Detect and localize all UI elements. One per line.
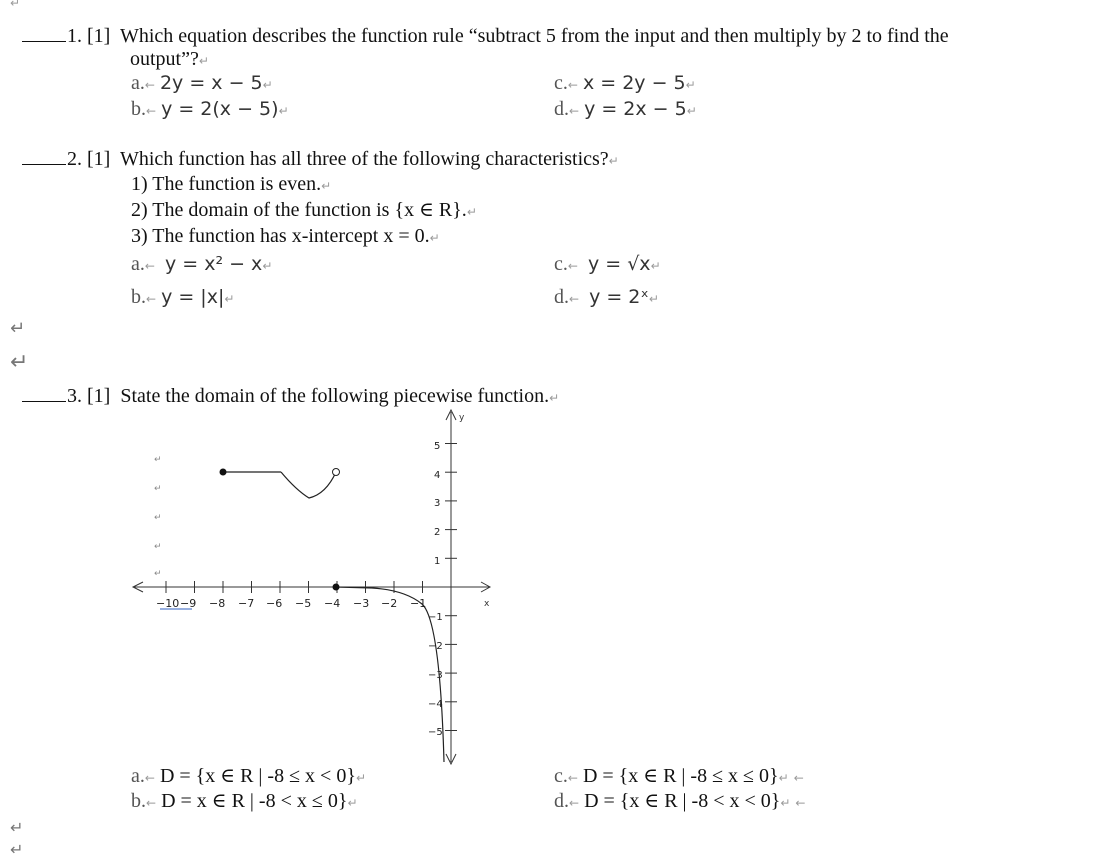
paragraph-mark-icon: ↵	[154, 542, 162, 552]
x-tick-label: −4	[324, 597, 341, 610]
question-2-line: 2. [1] Which function has all three of the following characteristics?↵	[22, 146, 619, 173]
question-3-text: State the domain of the following piecewise function.	[120, 385, 550, 407]
option-text: y = √x	[587, 253, 651, 275]
question-1-line-1	[22, 23, 949, 48]
q2-option-a[interactable]: a.← y = x² − x↵	[131, 253, 273, 275]
question-1-number: 1.	[67, 25, 82, 47]
x-tick-label: −7	[238, 597, 255, 610]
q2-option-b[interactable]: b.← y = |x|↵	[131, 286, 235, 308]
paragraph-mark-icon: ↵	[10, 840, 24, 859]
option-text: y = 2ˣ	[589, 286, 649, 308]
option-text: y = 2(x − 5)	[161, 98, 279, 120]
option-label: a.	[131, 72, 145, 94]
question-2-text: Which function has all three of the following characteristics?	[119, 148, 609, 170]
q2-option-d[interactable]: d.← y = 2ˣ↵	[554, 286, 659, 308]
option-text: 2y = x − 5	[159, 72, 263, 94]
paragraph-mark-icon: ↵	[154, 484, 162, 494]
x-tick-label: −8	[209, 597, 226, 610]
paragraph-mark-icon: ↵	[154, 569, 162, 579]
y-tick-label: −1	[428, 612, 443, 623]
x-tick-label: −1	[410, 597, 427, 610]
characteristic-2: 2) The domain of the function is {x ∈ R}.↵	[131, 199, 477, 221]
question-3-line: 3. [1] State the domain of the following piecewise function.↵	[22, 383, 559, 410]
y-axis-label: y	[459, 413, 465, 423]
paragraph-mark-icon: ↵	[10, 350, 29, 375]
option-label: c.	[554, 72, 568, 94]
x-tick-label: −6	[266, 597, 283, 610]
characteristic-1: 1) The function is even.↵	[131, 173, 332, 195]
x-tick-label: −10	[156, 597, 180, 610]
option-label: b.	[131, 286, 146, 308]
x-tick-label: −3	[353, 597, 370, 610]
return-mark-icon: ↵	[198, 54, 209, 68]
y-tick-label: −2	[428, 641, 443, 652]
q2-option-c[interactable]: c.← y = √x↵	[554, 253, 661, 275]
question-3-number: 3.	[67, 385, 82, 407]
y-tick-label: 3	[434, 498, 441, 509]
paragraph-mark-icon: ↵	[10, 318, 26, 339]
closed-endpoint-dot	[333, 584, 340, 591]
paragraph-mark-icon: ↵	[154, 455, 162, 465]
y-tick-label: −4	[428, 699, 443, 710]
option-text: D = {x ∈ R | -8 ≤ x ≤ 0}	[582, 765, 779, 787]
q3-option-a[interactable]: a.← D = {x ∈ R | -8 ≤ x < 0}↵	[131, 765, 367, 787]
x-axis-label: x	[484, 599, 490, 609]
closed-endpoint-dot	[220, 469, 227, 476]
option-label: d.	[554, 286, 569, 308]
paragraph-mark-icon: ↵	[10, 0, 21, 10]
y-tick-label: 2	[434, 527, 441, 538]
option-text: x = 2y − 5	[582, 72, 686, 94]
y-tick-label: 4	[434, 470, 441, 481]
option-label: d.	[554, 98, 569, 120]
question-1-line-2	[130, 47, 209, 73]
question-2-points: [1]	[87, 148, 111, 170]
q3-option-b[interactable]: b.← D = x ∈ R | -8 < x ≤ 0}↵	[131, 790, 358, 812]
piece-1-curve	[281, 472, 336, 498]
paragraph-mark-icon: ↵	[10, 818, 24, 837]
answer-blank-2[interactable]	[22, 146, 66, 165]
option-label: a.	[131, 765, 145, 787]
answer-blank-1[interactable]	[22, 23, 66, 42]
option-label: c.	[554, 765, 568, 787]
question-2-number: 2.	[67, 148, 82, 170]
answer-blank-3[interactable]	[22, 383, 66, 402]
x-tick-label: −2	[381, 597, 398, 610]
paragraph-mark-icon: ↵	[154, 513, 162, 523]
option-label: c.	[554, 253, 568, 275]
option-label: b.	[131, 790, 146, 812]
option-label: d.	[554, 790, 569, 812]
x-tick-label: −5	[295, 597, 312, 610]
y-tick-label: −5	[428, 727, 443, 738]
question-1-text: Which equation describes the function rule “subtract 5 from the input and then multiply by 2 to find the	[119, 25, 949, 47]
q1-option-d[interactable]: d.← y = 2x − 5↵	[554, 98, 697, 120]
question-1-points: [1]	[87, 25, 111, 47]
question-1-text-cont: output”?	[130, 48, 199, 70]
q1-option-b[interactable]: b.← y = 2(x − 5)↵	[131, 98, 289, 120]
open-endpoint-circle	[333, 469, 340, 476]
option-text: y = 2x − 5	[584, 98, 687, 120]
option-text: y = x² − x	[164, 253, 263, 275]
q3-option-d[interactable]: d.← D = {x ∈ R | -8 < x < 0}↵ ←	[554, 790, 806, 812]
q3-option-c[interactable]: c.← D = {x ∈ R | -8 ≤ x ≤ 0}↵ ←	[554, 765, 804, 787]
q1-option-a[interactable]: a.← 2y = x − 5↵	[131, 72, 273, 94]
option-text: y = |x|	[161, 286, 225, 308]
y-tick-label: 1	[434, 556, 441, 567]
y-tick-label: 5	[434, 441, 441, 452]
option-label: b.	[131, 98, 146, 120]
question-3-points: [1]	[87, 385, 111, 407]
y-tick-label: −3	[428, 670, 443, 681]
option-label: a.	[131, 253, 145, 275]
option-text: D = x ∈ R | -8 < x ≤ 0}	[161, 790, 348, 812]
x-tick-label: −9	[180, 597, 197, 610]
q1-option-c[interactable]: c.← x = 2y − 5↵	[554, 72, 696, 94]
characteristic-3: 3) The function has x-intercept x = 0.↵	[131, 225, 440, 247]
option-text: D = {x ∈ R | -8 ≤ x < 0}	[159, 765, 356, 787]
piecewise-graph	[120, 405, 520, 770]
option-text: D = {x ∈ R | -8 < x < 0}	[584, 790, 781, 812]
